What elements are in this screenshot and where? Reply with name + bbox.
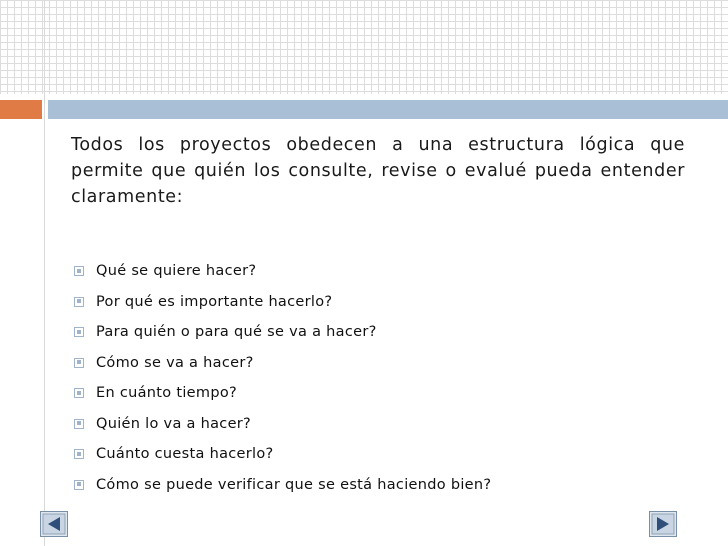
vertical-guide-line bbox=[44, 0, 45, 546]
bullet-text: Para quién o para qué se va a hacer? bbox=[96, 324, 377, 341]
grid-header-background bbox=[0, 0, 728, 94]
square-bullet-icon bbox=[74, 297, 84, 307]
list-item bbox=[74, 409, 694, 440]
square-bullet-icon bbox=[74, 327, 84, 337]
list-item bbox=[74, 256, 694, 287]
list-item bbox=[74, 470, 694, 501]
accent-bar-orange bbox=[0, 100, 42, 119]
intro-paragraph: Todos los proyectos obedecen a una estructura lógica que permite que quién los consulte, revise o evalué pueda entender claramente: bbox=[71, 135, 685, 207]
bullet-text: Cómo se va a hacer? bbox=[96, 354, 254, 371]
square-bullet-icon bbox=[74, 449, 84, 459]
square-bullet-icon bbox=[74, 388, 84, 398]
list-item bbox=[74, 348, 694, 379]
square-bullet-icon bbox=[74, 358, 84, 368]
list-item bbox=[74, 287, 694, 318]
bullet-text: Por qué es importante hacerlo? bbox=[96, 293, 333, 310]
square-bullet-icon bbox=[74, 419, 84, 429]
previous-slide-button[interactable] bbox=[40, 511, 68, 537]
bullet-text: Quién lo va a hacer? bbox=[96, 415, 252, 432]
list-item bbox=[74, 439, 694, 470]
arrow-left-icon bbox=[41, 512, 67, 536]
arrow-right-icon bbox=[650, 512, 676, 536]
square-bullet-icon bbox=[74, 480, 84, 490]
bullet-text: En cuánto tiempo? bbox=[96, 385, 237, 402]
bullet-text: Cuánto cuesta hacerlo? bbox=[96, 446, 274, 463]
list-item bbox=[74, 378, 694, 409]
bullet-text: Cómo se puede verificar que se está haciendo bien? bbox=[96, 476, 492, 493]
bullet-text: Qué se quiere hacer? bbox=[96, 263, 257, 280]
square-bullet-icon bbox=[74, 266, 84, 276]
accent-bar-blue bbox=[48, 100, 728, 119]
next-slide-button[interactable] bbox=[649, 511, 677, 537]
bullet-list bbox=[74, 256, 694, 500]
list-item bbox=[74, 317, 694, 348]
